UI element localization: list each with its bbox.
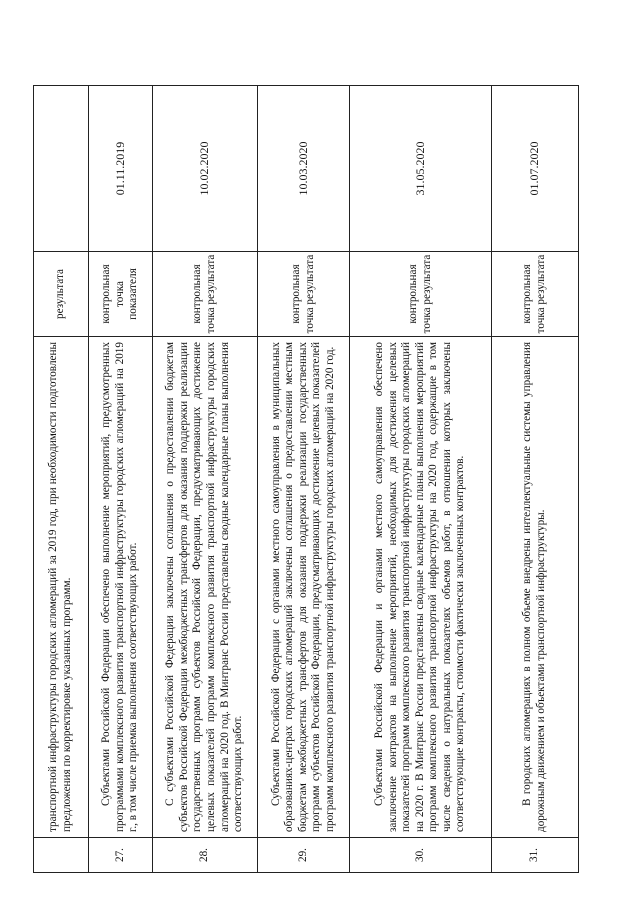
row-type: контрольная точка результата [258, 252, 350, 337]
row-date: 31.05.2020 [350, 86, 492, 252]
row-number: 30. [350, 838, 492, 873]
row-type: контрольная точка результата [492, 252, 579, 337]
row-date: 01.07.2020 [492, 86, 579, 252]
rotated-table-wrapper [33, 85, 578, 873]
table-row [34, 86, 89, 873]
row-description: Субъектами Российской Федерации и органами местного самоуправления обеспечено заключение контрактов на выполнение мероприятий, необходимых для достижения целевых показателей программ комплексного развития транспортной инфраструктуры городских агломераций на 2020 г. В Минтранс России представлены сводные календарные планы выполнения мероприятий программ комплексного развития транспортной инфраструктуры на 2020 год, содержащие в том числе сведения о натуральных показателях объемов работ, в отношении которых заключены соответствующие контракты, стоимости фактически заключенных контрактов. [350, 337, 492, 838]
row-number [34, 838, 89, 873]
table-row [258, 86, 350, 873]
row-date: 10.02.2020 [153, 86, 258, 252]
table-row [492, 86, 579, 873]
row-number: 28. [153, 838, 258, 873]
row-description: Субъектами Российской Федерации обеспечено выполнение мероприятий, предусмотренных программами комплексного развития транспортной инфраструктуры городских агломераций на 2019 г., в том числе приемка выполнения соответствующих работ. [89, 337, 153, 838]
row-type: контрольная точка результата [153, 252, 258, 337]
row-type: контрольная точка показателя [89, 252, 153, 337]
row-type: контрольная точка результата [350, 252, 492, 337]
control-points-table [33, 85, 579, 873]
row-description: транспортной инфраструктуры городских агломераций за 2019 год, при необходимости подготовлены предложения по корректировке указанных программ. [34, 337, 89, 838]
row-date: 01.11.2019 [89, 86, 153, 252]
table-row [153, 86, 258, 873]
row-date [34, 86, 89, 252]
table-row [89, 86, 153, 873]
row-description: В городских агломерациях в полном объеме внедрены интеллектуальные системы управления дорожным движением и объектами транспортной инфраструктуры. [492, 337, 579, 838]
row-description: Субъектами Российской Федерации с органами местного самоуправления в муниципальных образованиях-центрах городских агломераций заключены соглашения о предоставлении местным бюджетам межбюджетных трансфертов для оказания поддержки реализации государственных программ субъектов Российской Федерации, предусматривающих достижение целевых показателей программ комплексного развития транспортной инфраструктуры городских агломераций на 2020 год. [258, 337, 350, 838]
row-number: 29. [258, 838, 350, 873]
row-number: 31. [492, 838, 579, 873]
row-number: 27. [89, 838, 153, 873]
row-date: 10.03.2020 [258, 86, 350, 252]
table-row [350, 86, 492, 873]
row-description: С субъектами Российской Федерации заключены соглашения о предоставлении бюджетам субъектов Российской Федерации межбюджетных трансфертов для оказания поддержки реализации государственных программ субъектов Российской Федерации, предусматривающих достижение целевых показателей программ комплексного развития транспортной инфраструктуры городских агломераций на 2020 год. В Минтранс России представлены сводные календарные планы выполнения соответствующих работ. [153, 337, 258, 838]
row-type: результата [34, 252, 89, 337]
